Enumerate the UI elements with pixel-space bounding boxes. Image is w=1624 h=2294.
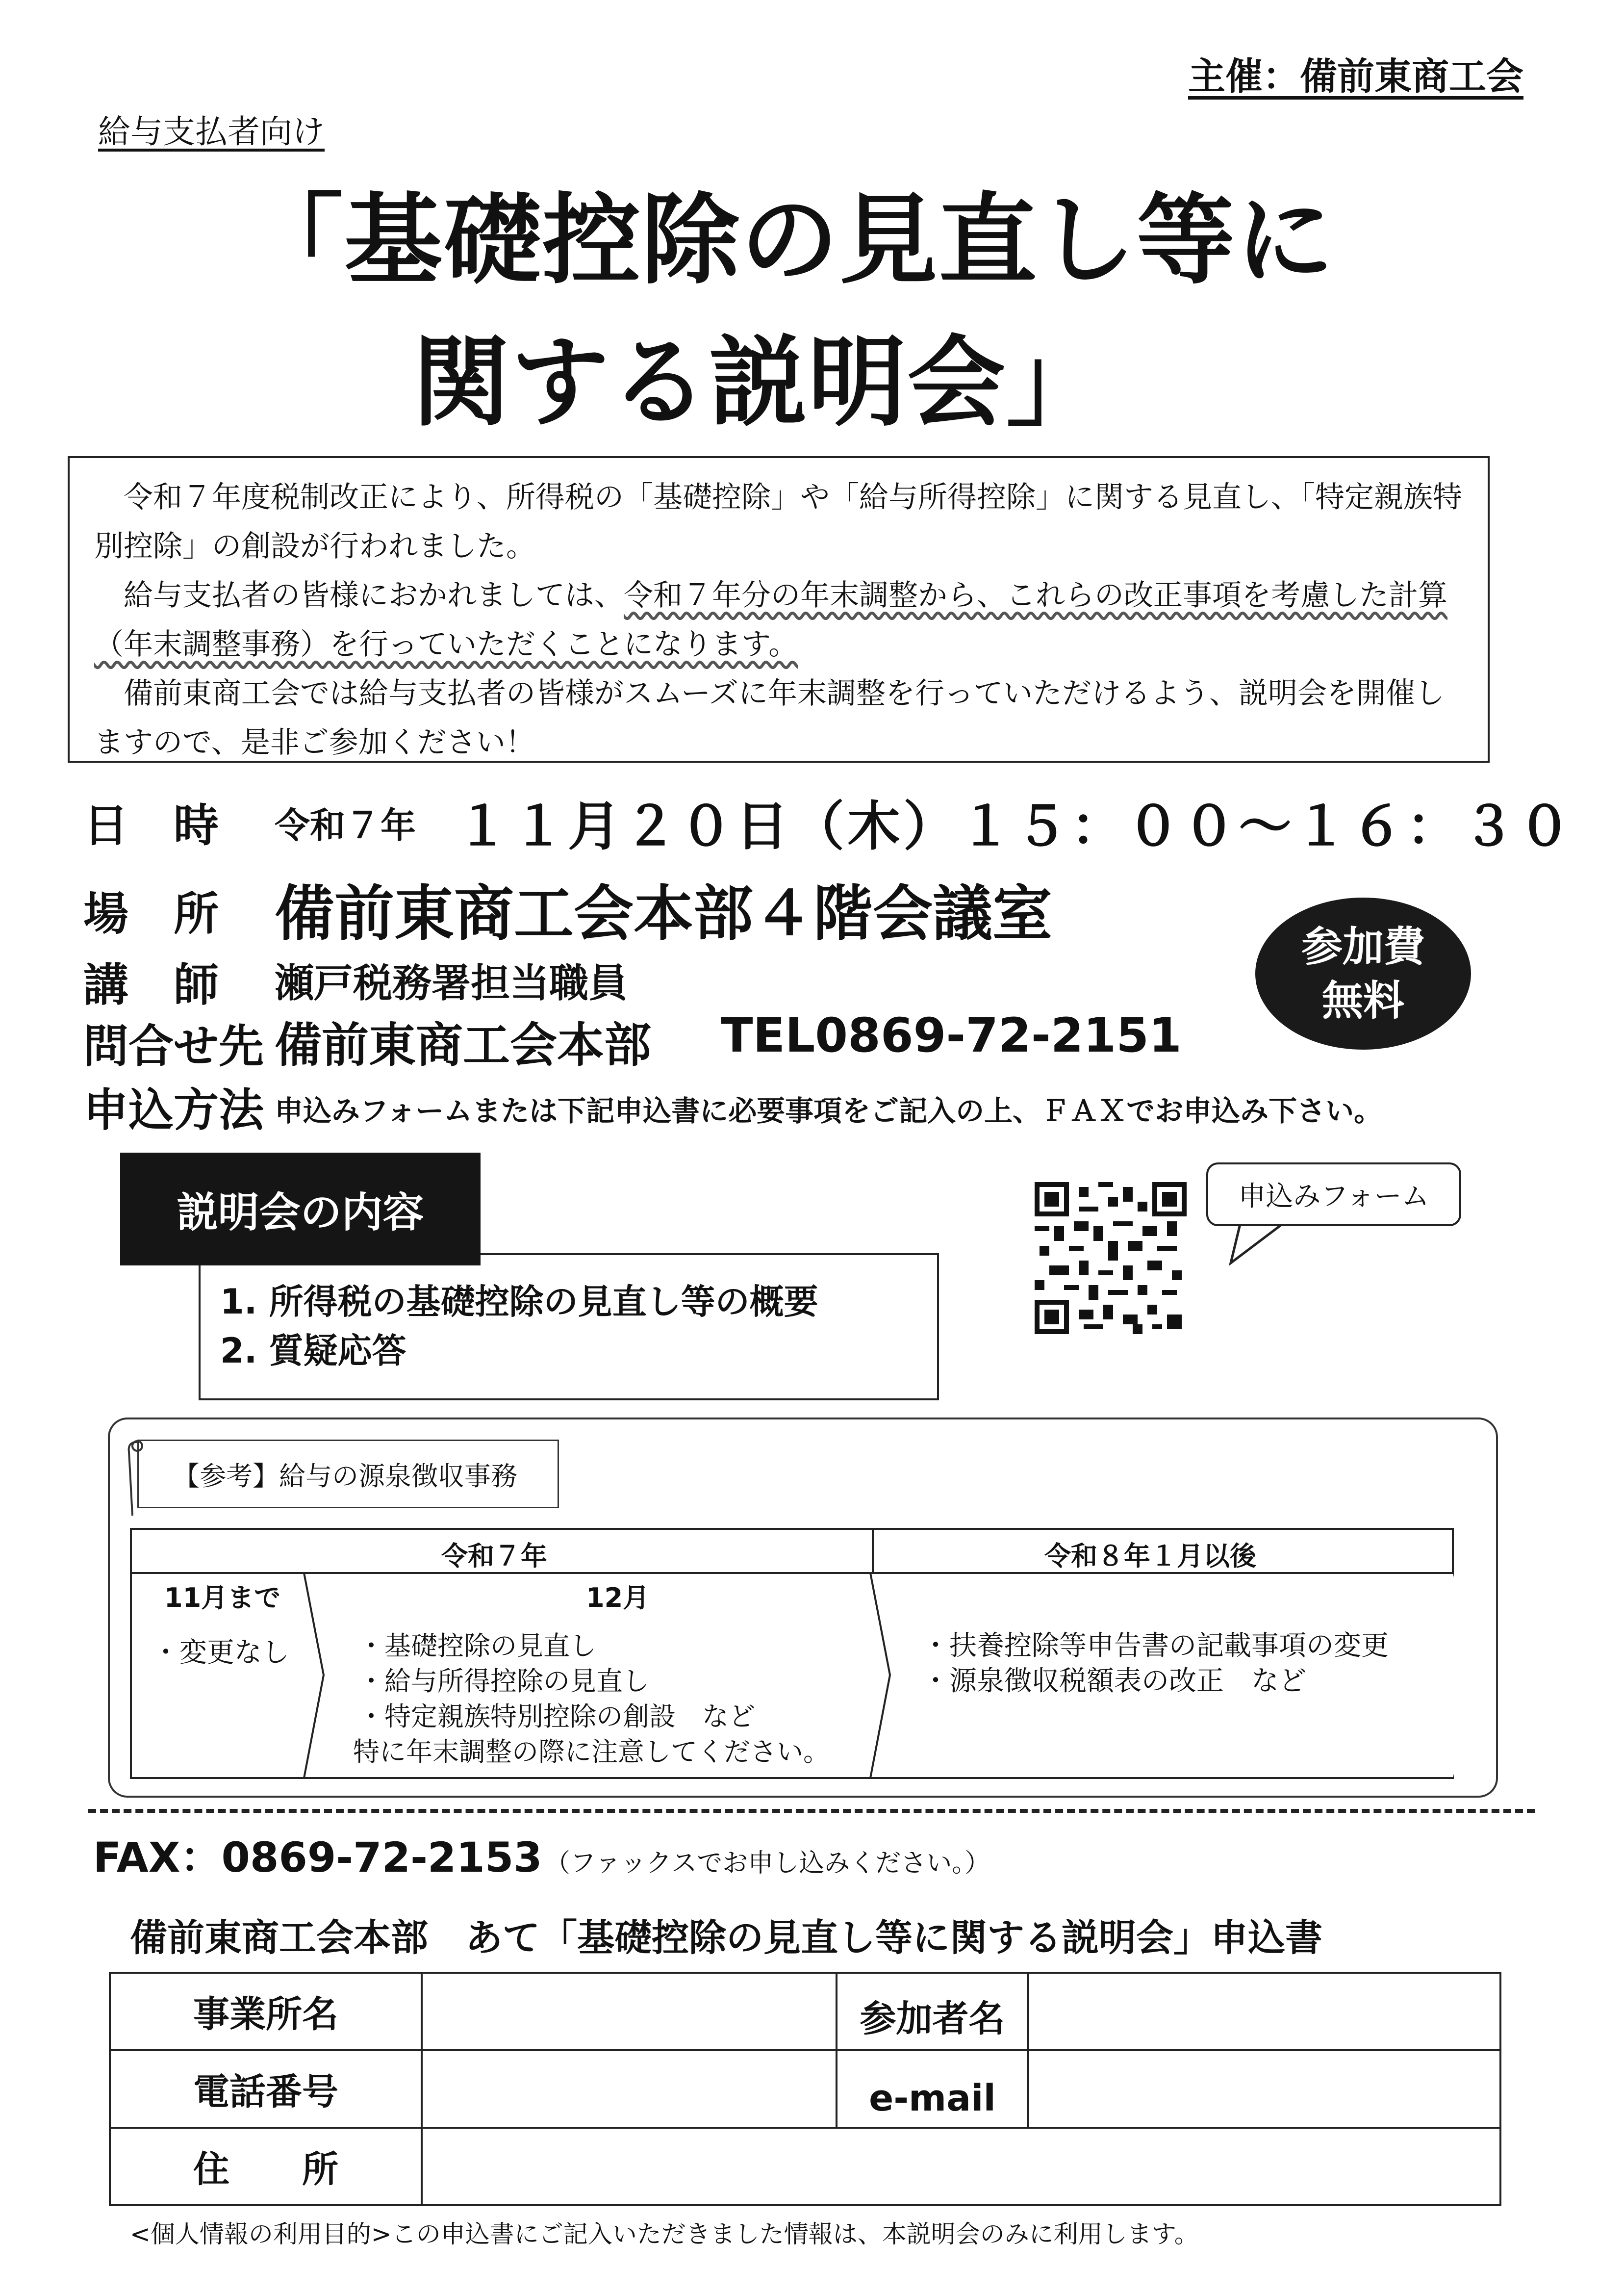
reference-tag: 【参考】給与の源泉徴収事務 (137, 1440, 559, 1508)
intro-paragraph-3: 備前東商工会では給与支払者の皆様がスムーズに年末調整を行っていただけるよう、説明会を開催しますので、是非ご参加ください！ (94, 676, 1445, 760)
reftable-nov-item: ・変更なし (152, 1637, 289, 1669)
application-form (109, 1972, 1501, 2206)
fee-badge (1255, 898, 1471, 1050)
input-phone[interactable] (422, 2050, 837, 2128)
fee-badge-line1: 参加費 (1301, 923, 1425, 971)
reftable-year8: 令和８年１月以後 (1044, 1541, 1256, 1572)
reftable-dec-list (353, 1628, 830, 1770)
page-title-line2: 関する説明会」 (412, 326, 1106, 440)
label-email: e-mail (837, 2050, 1028, 2128)
intro-paragraph-2 (94, 571, 1463, 669)
place-label: 場 所 (83, 888, 219, 940)
apply-label: 申込方法 (83, 1084, 264, 1136)
fee-badge-line2: 無料 (1321, 977, 1404, 1025)
reftable-dec-note: 特に年末調整の際に注意してください。 (353, 1736, 830, 1767)
date-value: １１月２０日（木）１５：００～１６：３０ (456, 796, 1574, 857)
contact-label: 問合せ先 (83, 1020, 264, 1073)
reftable-year7: 令和７年 (441, 1541, 547, 1572)
date-era: 令和７年 (275, 805, 416, 846)
fax-line (93, 1825, 990, 1884)
input-business-name[interactable] (422, 1973, 837, 2050)
place-value: 備前東商工会本部４階会議室 (275, 879, 1052, 949)
privacy-note: <個人情報の利用目的>この申込書にご記入いただきました情報は、本説明会のみに利用します。 (130, 2220, 1199, 2248)
intro-p2-emphasis: 令和７年分の年末調整から、これらの改正事項を考慮した計算（年末調整事務）を行っていただくことになります。 (94, 578, 1447, 662)
apply-value: 申込みフォームまたは下記申込書に必要事項をご記入の上、ＦＡＸでお申込み下さい。 (275, 1094, 1383, 1128)
reftable-dec: 12月 (586, 1582, 650, 1613)
label-participant: 参加者名 (837, 1973, 1028, 2050)
content-header: 説明会の内容 (120, 1153, 481, 1265)
intro-box (68, 456, 1490, 763)
fax-note: （ファックスでお申し込みください。） (544, 1849, 990, 1878)
target-audience: 給与支払者向け (98, 113, 325, 151)
content-item-2: 2. 質疑応答 (220, 1331, 406, 1371)
scroll-curl-icon (125, 1437, 150, 1521)
contact-value: 備前東商工会本部 (275, 1018, 651, 1073)
lecturer-label: 講 師 (83, 959, 219, 1011)
qr-code-icon[interactable] (1035, 1182, 1187, 1334)
label-address: 住 所 (110, 2128, 422, 2205)
contact-tel: TEL0869-72-2151 (721, 1008, 1182, 1063)
application-title: 備前東商工会本部 あて「基礎控除の見直し等に関する説明会」申込書 (130, 1916, 1322, 1959)
lecturer-value: 瀬戸税務署担当職員 (275, 960, 628, 1006)
page-title-line1: 「基礎控除の見直し等に (245, 183, 1335, 298)
bubble-tail (1226, 1221, 1294, 1265)
content-list (199, 1253, 939, 1400)
reftable-nov: 11月まで (164, 1582, 281, 1613)
cut-line (88, 1809, 1535, 1813)
reftable-dec-item1: ・基礎控除の見直し (358, 1630, 596, 1661)
reftable-dec-item3: ・特定親族特別控除の創設 など (358, 1701, 755, 1732)
form-bubble[interactable]: 申込みフォーム (1206, 1162, 1461, 1226)
input-participant[interactable] (1028, 1973, 1500, 2050)
intro-p2-lead: 給与支払者の皆様におかれましては、 (124, 578, 624, 613)
organizer: 主催：備前東商工会 (1188, 54, 1523, 98)
reftable-after-item2: ・源泉徴収税額表の改正 など (922, 1665, 1306, 1697)
date-label: 日 時 (83, 799, 219, 852)
label-business-name: 事業所名 (110, 1973, 422, 2050)
content-item-1: 1. 所得税の基礎控除の見直し等の概要 (220, 1282, 818, 1322)
fax-number: FAX：0869-72-2153 (93, 1833, 542, 1882)
input-email[interactable] (1028, 2050, 1500, 2128)
reftable-after-list (922, 1628, 1389, 1699)
input-address[interactable] (422, 2128, 1500, 2205)
intro-paragraph-1: 令和７年度税制改正により、所得税の「基礎控除」や「給与所得控除」に関する見直し、「特定親族特別控除」の創設が行われました。 (94, 480, 1462, 564)
label-phone: 電話番号 (110, 2050, 422, 2128)
reftable-after-item1: ・扶養控除等申告書の記載事項の変更 (922, 1630, 1389, 1662)
reftable-dec-item2: ・給与所得控除の見直し (358, 1666, 649, 1697)
